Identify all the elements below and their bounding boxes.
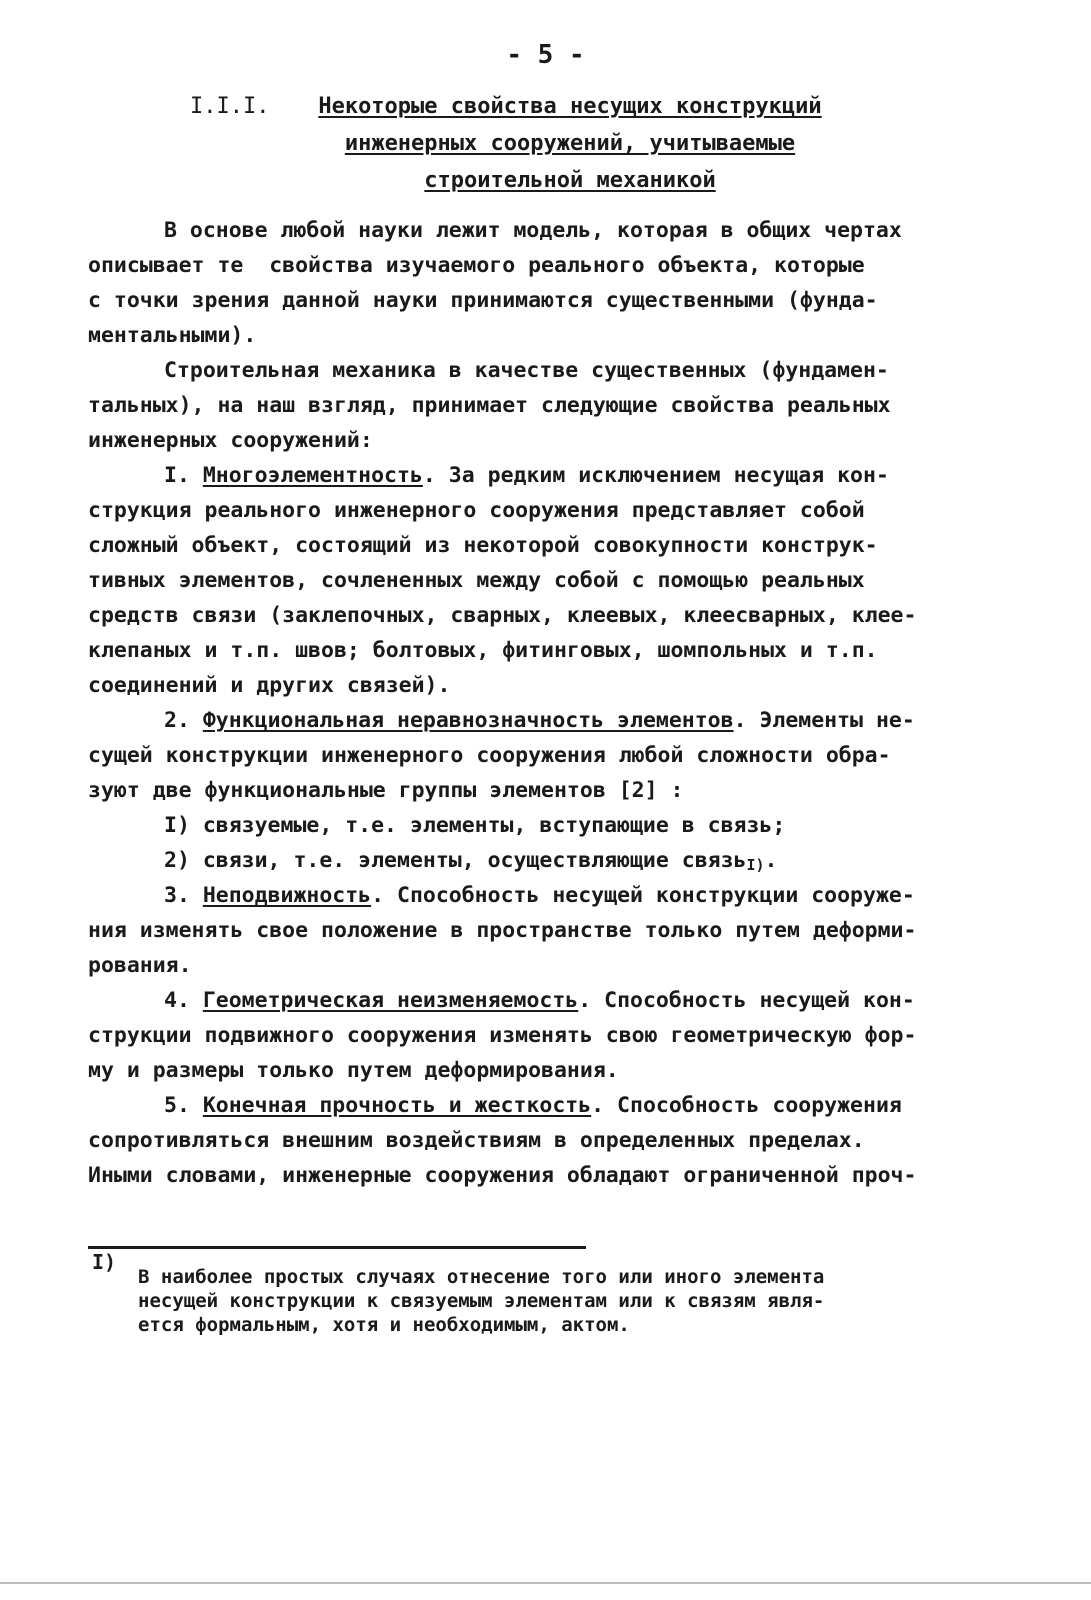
heading-line-2: инженерных сооружений, учитываемые	[344, 131, 796, 156]
text-line: с точки зрения данной науки принимаются существенными (фунда-	[88, 288, 878, 313]
text-line: сущей конструкции инженерного сооружения любой сложности обра-	[88, 743, 891, 768]
body-text	[88, 213, 1018, 1193]
item-title: Геометрическая неизменяемость	[202, 988, 579, 1013]
item-text: . Способность сооружения	[591, 1093, 902, 1118]
text-line: средств связи (заклепочных, сварных, клеевых, клеесварных, клее-	[88, 603, 917, 628]
heading-line-3: строительной механикой	[424, 168, 716, 193]
item-text: . Способность несущей кон-	[578, 988, 915, 1013]
sub-item-text: 2) связи, т.е. элементы, осуществляющие связь	[164, 848, 747, 873]
text-line: сопротивляться внешним воздействиям в определенных пределах.	[88, 1128, 865, 1153]
footnote-divider	[88, 1246, 586, 1249]
item-number: 4.	[164, 988, 190, 1013]
footnote-text	[138, 1265, 1028, 1337]
item-text: . За редким исключением несущая кон-	[422, 463, 889, 488]
footnote-mark: I)	[92, 1250, 117, 1274]
text-line: му и размеры только путем деформирования.	[88, 1058, 619, 1083]
text-line: клепаных и т.п. швов; болтовых, фитинговых, шомпольных и т.п.	[88, 638, 878, 663]
item-text: . Способность несущей конструкции сооруже-	[371, 883, 915, 908]
item-first-line	[88, 983, 1018, 1018]
property-item-2	[88, 703, 1018, 878]
text-line: рования.	[88, 953, 192, 978]
text-line: струкция реального инженерного сооружения представляет собой	[88, 498, 865, 523]
text-line: зуют две функциональные группы элементов [2] :	[88, 778, 684, 803]
property-item-5	[88, 1088, 1018, 1193]
sub-item-2	[88, 843, 1018, 878]
text-line: струкции подвижного сооружения изменять свою геометрическую фор-	[88, 1023, 917, 1048]
text-line: ментальными).	[88, 323, 257, 348]
item-first-line	[88, 458, 1018, 493]
text-line: тальных), на наш взгляд, принимает следующие свойства реальных	[88, 393, 891, 418]
item-text: . Элементы не-	[733, 708, 915, 733]
item-number: I.	[164, 463, 190, 488]
page-number: - 5 -	[506, 40, 585, 70]
text-line: Иными словами, инженерные сооружения обладают ограниченной проч-	[88, 1163, 917, 1188]
item-first-line	[88, 703, 1018, 738]
item-number: 2.	[164, 708, 190, 733]
footnote-line: В наиболее простых случаях отнесение того или иного элемента	[138, 1266, 825, 1288]
text-line: сложный объект, состоящий из некоторой совокупности конструк-	[88, 533, 878, 558]
paragraph-intro	[88, 213, 1018, 353]
footnote-line: ется формальным, хотя и необходимым, актом.	[138, 1314, 630, 1336]
paragraph-properties	[88, 353, 1018, 458]
property-item-1	[88, 458, 1018, 703]
item-first-line	[88, 1088, 1018, 1123]
item-title: Многоэлементность	[202, 463, 423, 488]
sub-item-end: .	[764, 848, 778, 873]
item-number: 5.	[164, 1093, 190, 1118]
sub-item-1: I) связуемые, т.е. элементы, вступающие в связь;	[164, 813, 786, 838]
footnote-line: несущей конструкции к связуемым элементам или к связям явля-	[138, 1290, 825, 1312]
item-title: Неподвижность	[202, 883, 372, 908]
text-line: тивных элементов, сочлененных между собой с помощью реальных	[88, 568, 865, 593]
text-line: инженерных сооружений:	[88, 428, 373, 453]
item-first-line	[88, 878, 1018, 913]
text-line: Строительная механика в качестве существенных (фундамен-	[164, 358, 889, 383]
item-title: Конечная прочность и жесткость	[202, 1093, 592, 1118]
scan-bottom-edge	[0, 1582, 1091, 1584]
footnote-reference: I)	[746, 856, 765, 874]
item-number: 3.	[164, 883, 190, 908]
property-item-3	[88, 878, 1018, 983]
text-line: ния изменять свое положение в пространстве только путем деформи-	[88, 918, 917, 943]
property-item-4	[88, 983, 1018, 1088]
heading-line-1: Некоторые свойства несущих конструкций	[318, 94, 822, 119]
text-line: В основе любой науки лежит модель, которая в общих чертах	[164, 218, 902, 243]
text-line: описывает те свойства изучаемого реального объекта, которые	[88, 253, 865, 278]
section-number: I.I.I.	[190, 94, 270, 119]
item-title: Функциональная неравнозначность элементов	[202, 708, 734, 733]
text-line: соединений и других связей).	[88, 673, 451, 698]
